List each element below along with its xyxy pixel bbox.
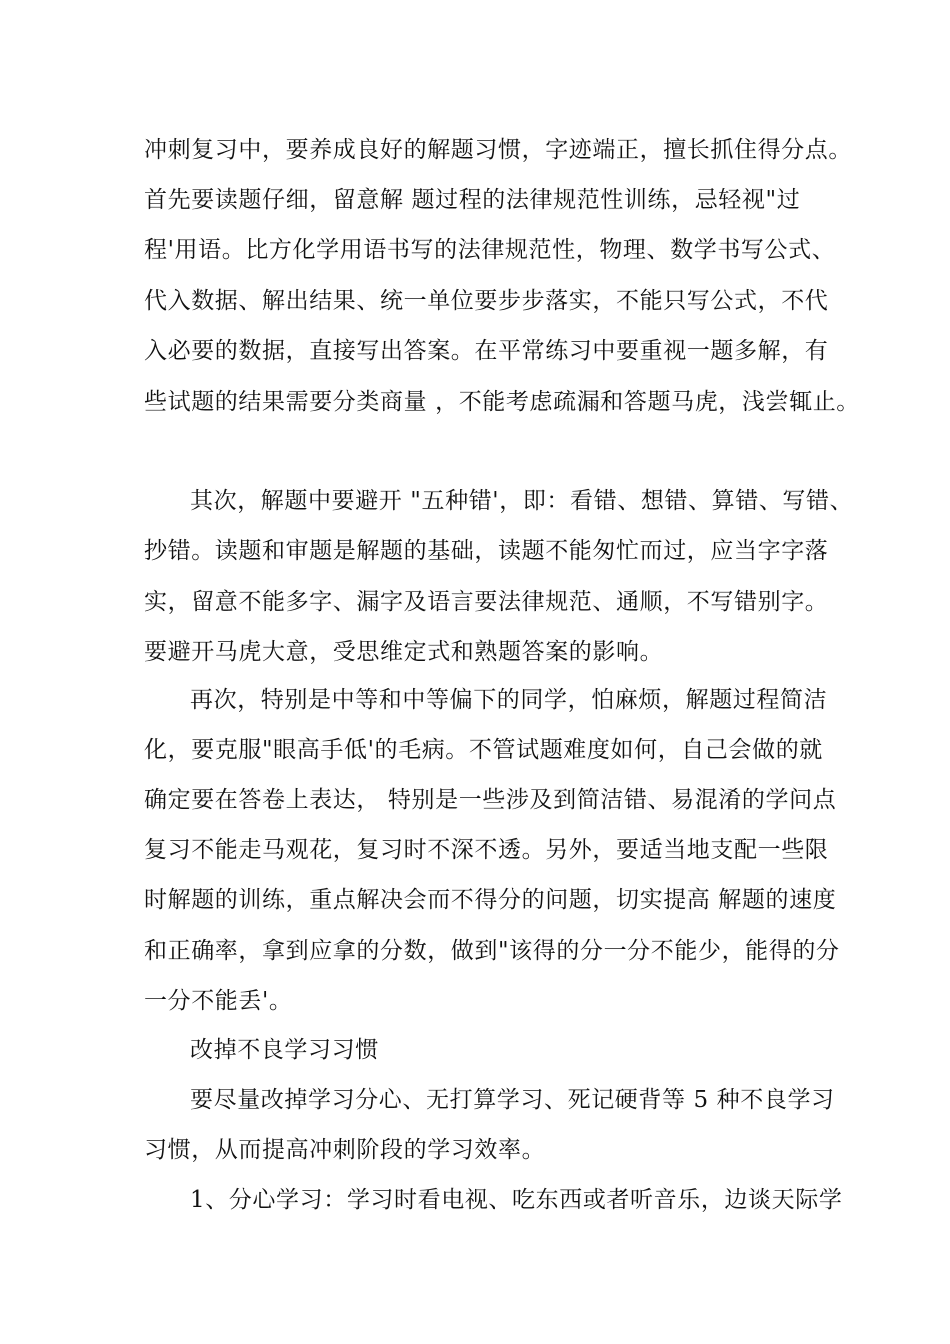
text-line: 复习不能走马观花，复习时不深不透。另外，要适当地支配一些限 [144, 837, 829, 863]
section-heading: 改掉不良学习习惯 [190, 1037, 379, 1063]
text-line: 确定要在答卷上表达， 特别是一些涉及到简洁错、易混淆的学问点 [144, 787, 837, 813]
text-line: 抄错。读题和审题是解题的基础，读题不能匆忙而过，应当字字落 [144, 538, 829, 564]
text-line: 时解题的训练，重点解决会而不得分的问题，切实提高 解题的速度 [144, 887, 837, 913]
text-line: 和正确率，拿到应拿的分数，做到"该得的分一分不能少，能得的分 [144, 938, 840, 964]
text-line: 要避开马虎大意，受思维定式和熟题答案的影响。 [144, 639, 664, 665]
text-line: 些试题的结果需要分类商量 ，不能考虑疏漏和答题马虎，浅尝辄止。 [144, 389, 860, 415]
text-line: 习惯，从而提高冲刺阶段的学习效率。 [144, 1137, 546, 1163]
text-line: 其次，解题中要避开 "五种错'，即：看错、想错、算错、写错、 [190, 488, 854, 514]
text-line: 首先要读题仔细，留意解 题过程的法律规范性训练，忌轻视"过 [144, 187, 801, 213]
text-line: 入必要的数据，直接写出答案。在平常练习中要重视一题多解，有 [144, 338, 829, 364]
text-line: 代入数据、解出结果、统一单位要步步落实，不能只写公式，不代 [144, 288, 829, 314]
text-line: 再次，特别是中等和中等偏下的同学，怕麻烦，解题过程简洁 [190, 687, 828, 713]
text-line: 冲刺复习中，要养成良好的解题习惯，字迹端正，擅长抓住得分点。 [144, 137, 852, 163]
text-line: 要尽量改掉学习分心、无打算学习、死记硬背等 5 种不良学习 [190, 1087, 835, 1113]
text-line: 实，留意不能多字、漏字及语言要法律规范、通顺，不写错别字。 [144, 589, 829, 615]
text-line: 程'用语。比方化学用语书写的法律规范性，物理、数学书写公式、 [144, 237, 836, 263]
text-line: 一分不能丢'。 [144, 988, 293, 1014]
text-line: 化，要克服"眼高手低'的毛病。不管试题难度如何，自己会做的就 [144, 737, 823, 763]
text-line: 1、分心学习：学习时看电视、吃东西或者听音乐，边谈天际学 [190, 1187, 843, 1213]
